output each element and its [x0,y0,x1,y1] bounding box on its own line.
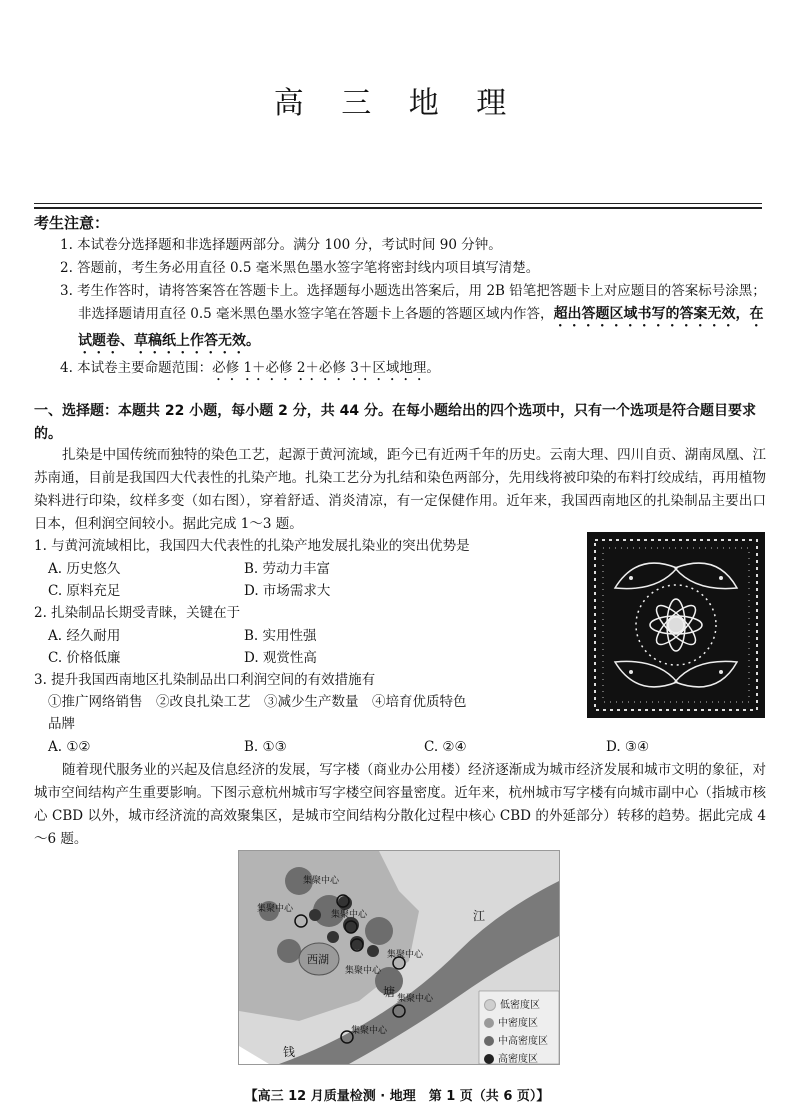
notice-emphasis: 超出答题区域书写的答案无效，在试题卷、草稿纸上作答无效。 [78,306,764,349]
legend-item: 中密度区 [484,1014,538,1029]
option: D. ③④ [606,739,650,755]
map-label: 集聚中心 [303,876,340,886]
map-label: 集聚中心 [257,904,294,914]
divider [34,203,762,204]
legend-swatch-low [484,999,496,1011]
option: D. 观赏性高 [244,650,317,666]
option: A. 经久耐用 [48,628,121,644]
option: C. ②④ [424,739,467,755]
notice-item: 3. 考生作答时，请将答案答在答题卡上。选择题每小题选出答案后，用 2B 铅笔把答题卡上对应题目的答案标号涂黑；非选择题请用直径 0.5 毫米黑色墨水签字笔在答题卡上各题的答题区域内作答，超出答题区域书写的答案无效，在试题卷、草稿纸上作答无效。 [60,283,766,349]
question-items: ①推广网络销售 ②改良扎染工艺 ③减少生产数量 ④培育优质特色 [48,694,467,710]
notice-heading: 考生注意： [34,214,110,232]
notice-item: 2. 答题前，考生务必用直径 0.5 毫米黑色墨水签字笔将密封线内项目填写清楚。 [60,260,540,276]
map-label: 集聚中心 [397,994,434,1004]
passage: 扎染是中国传统而独特的染色工艺，起源于黄河流域，距今已有近两千年的历史。云南大理、四川自贡、湖南凤凰、江苏南通，目前是我国四大代表性的扎染产地。扎染工艺分为扎结和染色两部分，先用线将被印染的布料打绞成结，再用植物染料进行印染，纹样多变（如右图），穿着舒适、消炎清凉，有一定保健作用。近年来，我国西南地区的扎染制品主要出口日本，但利润空间较小。据此完成 1～3 题。 [34,447,766,532]
question-items: 品牌 [48,716,75,732]
map-label: 集聚中心 [387,950,424,960]
question-stem: 1. 与黄河流域相比，我国四大代表性的扎染产地发展扎染业的突出优势是 [34,538,470,554]
option: C. 原料充足 [48,583,121,599]
map-label: 集聚中心 [345,966,382,976]
question-stem: 2. 扎染制品长期受青睐，关键在于 [34,605,241,621]
divider [34,207,762,209]
option: B. 实用性强 [244,628,317,644]
section-heading: 一、选择题：本题共 22 小题，每小题 2 分，共 44 分。在每小题给出的四个选项中，只有一个选项是符合题目要求的。 [34,403,756,442]
page-title: 高 三 地 理 [273,86,521,121]
river-label: 钱 [283,1045,296,1059]
option: C. 价格低廉 [48,650,121,666]
river-label: 江 [473,909,486,923]
notice-list [60,234,772,384]
option: B. 劳动力丰富 [244,561,331,577]
page-footer: 【高三 12 月质量检测 · 地理 第 1 页（共 6 页）】 [244,1089,550,1104]
lake-label: 西湖 [307,953,329,966]
map-label: 集聚中心 [351,1026,388,1036]
option: B. ①③ [244,739,287,755]
legend-item: 中高密度区 [484,1032,548,1047]
legend-item: 低密度区 [484,996,540,1011]
legend-swatch-high [484,1054,494,1064]
option: A. ①② [48,739,91,755]
notice-item: 4. 本试卷主要命题范围：必修 1＋必修 2＋必修 3＋区域地理。 [60,360,440,376]
map-label: 集聚中心 [331,910,368,920]
river-label: 塘 [383,985,396,999]
legend-swatch-mid [484,1018,494,1028]
notice-item: 1. 本试卷分选择题和非选择题两部分。满分 100 分，考试时间 90 分钟。 [60,237,502,253]
tie-dye-image [587,532,765,718]
legend-swatch-midhigh [484,1036,494,1046]
option: A. 历史悠久 [48,561,121,577]
legend-item: 高密度区 [484,1050,538,1065]
passage: 随着现代服务业的兴起及信息经济的发展，写字楼（商业办公用楼）经济逐渐成为城市经济发展和城市文明的象征，对城市空间结构产生重要影响。下图示意杭州城市写字楼空间容量密度。近年来，杭州城市写字楼有向城市副中心（指城市核心 CBD 以外，城市经济流的高效聚集区，是城市空间结构分散化过程中核心 CBD 的外延部分）转移的趋势。据此完成 4～6 题。 [34,762,766,847]
option: D. 市场需求大 [244,583,331,599]
question-stem: 3. 提升我国西南地区扎染制品出口利润空间的有效措施有 [34,672,376,688]
